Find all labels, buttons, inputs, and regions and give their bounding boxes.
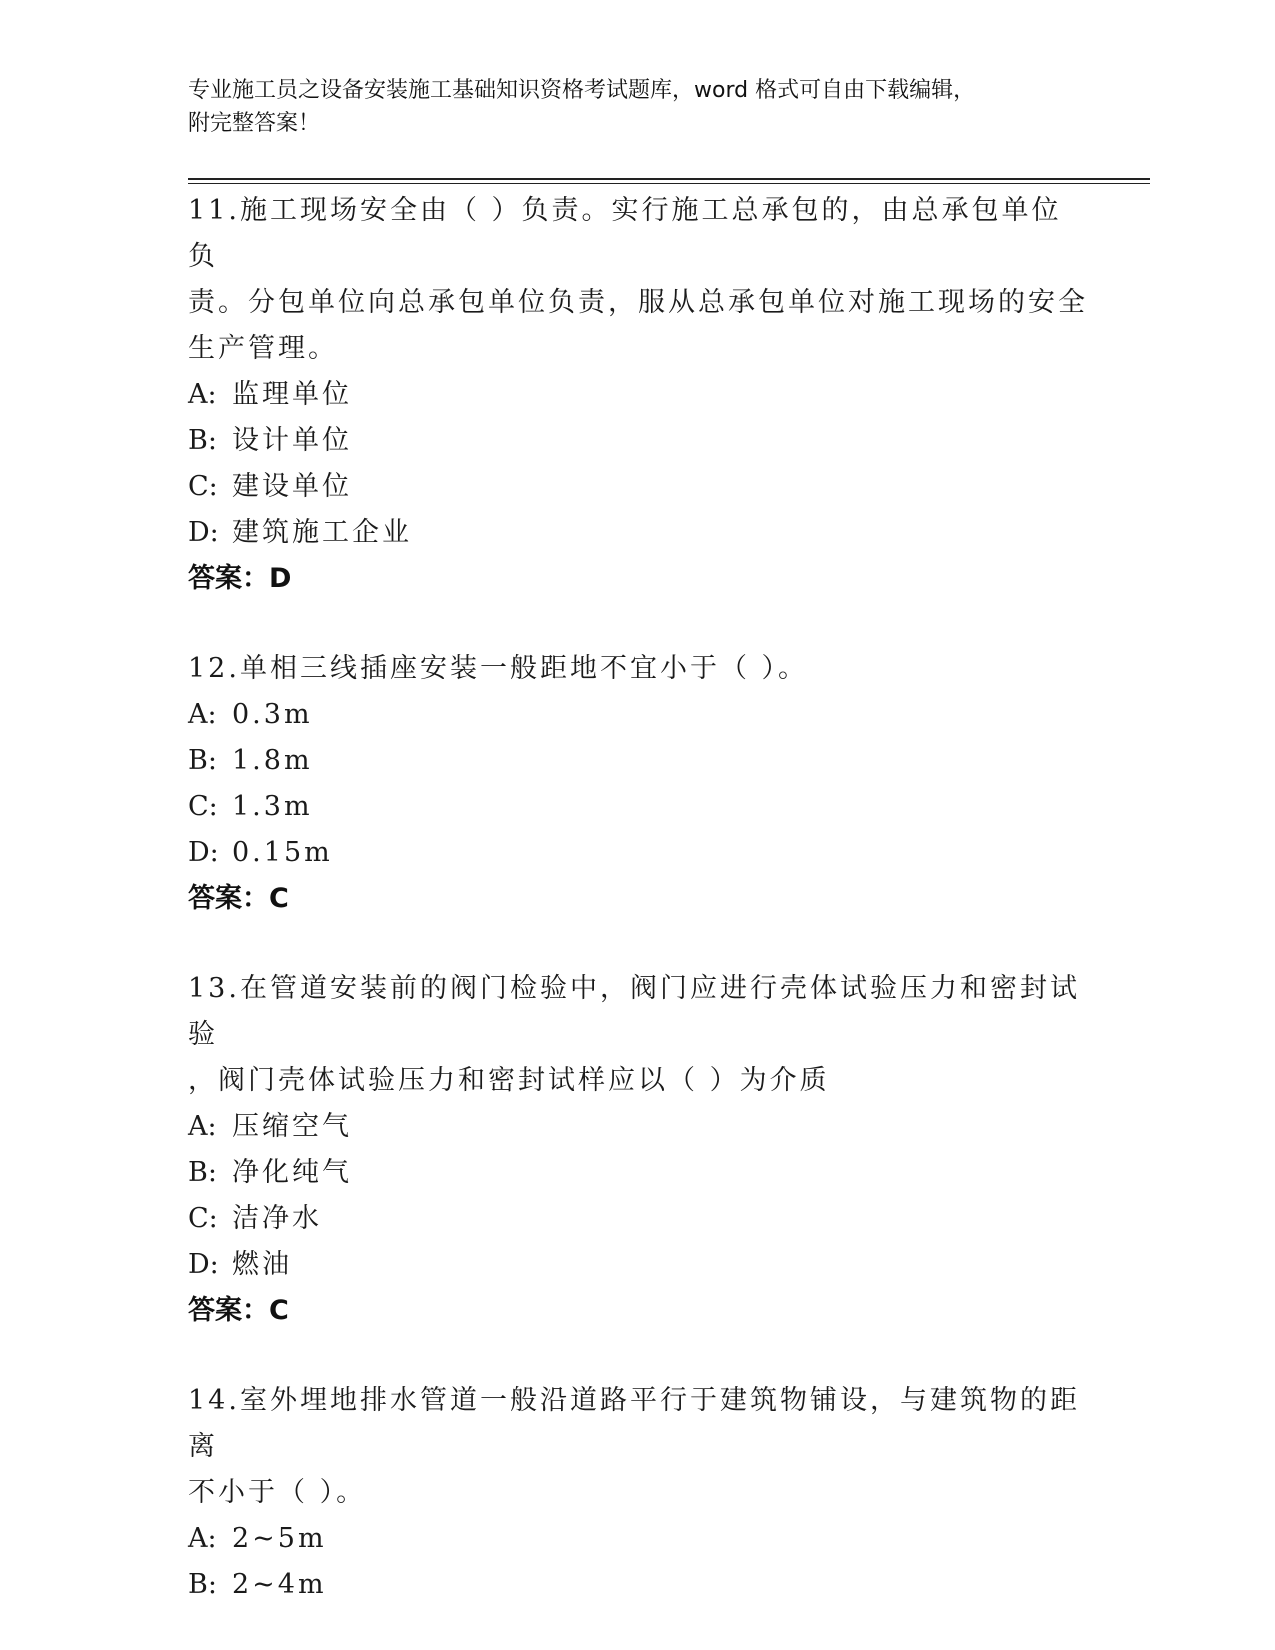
option-text: 监理单位 [232,379,352,410]
document-header [188,74,1068,140]
question-spacer [188,1334,1088,1378]
option-text: 压缩空气 [232,1111,352,1142]
option-text: 洁净水 [232,1203,322,1234]
option-label: A: [188,1523,217,1554]
header-rule-thin [188,183,1150,184]
answer-line: 答案：C [188,1295,289,1326]
option-label: A: [188,699,217,730]
question-stem: 12.单相三线插座安装一般距地不宜小于（ ）。 [188,653,809,684]
option-text: 2~4m [232,1569,327,1600]
question-stem: 11.施工现场安全由（ ）负责。实行施工总承包的，由总承包单位负 [188,195,1062,272]
option-text: 0.15m [232,837,333,868]
option-text: 燃油 [232,1249,292,1280]
option-d [188,830,1088,876]
question-stem: 14.室外埋地排水管道一般沿道路平行于建筑物铺设，与建筑物的距离 [188,1385,1080,1462]
answer-line: 答案：C [188,883,289,914]
option-label: A: [188,379,217,410]
header-line-2: 附完整答案！ [188,111,321,136]
question-14 [188,1378,1088,1608]
option-label: D: [188,837,219,868]
option-c [188,1196,1088,1242]
option-c [188,464,1088,510]
option-b [188,738,1088,784]
header-line-1: 专业施工员之设备安装施工基础知识资格考试题库，word 格式可自由下载编辑， [188,78,976,103]
question-13 [188,966,1088,1334]
option-a [188,692,1088,738]
option-label: B: [188,425,217,456]
option-text: 设计单位 [232,425,352,456]
option-label: B: [188,1569,217,1600]
option-b [188,418,1088,464]
option-b [188,1150,1088,1196]
option-text: 2~5m [232,1523,327,1554]
question-list [188,188,1088,1608]
answer-line: 答案：D [188,563,292,594]
option-text: 1.3m [232,791,313,822]
option-label: B: [188,1157,217,1188]
option-text: 0.3m [232,699,313,730]
question-stem: 责。分包单位向总承包单位负责，服从总承包单位对施工现场的安全 [188,287,1088,318]
option-label: B: [188,745,217,776]
option-a [188,372,1088,418]
option-label: D: [188,517,219,548]
option-a [188,1104,1088,1150]
option-c [188,784,1088,830]
option-d [188,510,1088,556]
option-label: C: [188,1203,218,1234]
question-11 [188,188,1088,602]
header-rule-thick [188,178,1150,180]
option-text: 1.8m [232,745,313,776]
option-label: A: [188,1111,217,1142]
option-a [188,1516,1088,1562]
question-spacer [188,602,1088,646]
question-12 [188,646,1088,922]
option-b [188,1562,1088,1608]
question-stem: 生产管理。 [188,333,338,364]
question-stem: ，阀门壳体试验压力和密封试样应以（ ）为介质 [188,1065,830,1096]
question-spacer [188,922,1088,966]
question-stem: 13.在管道安装前的阀门检验中，阀门应进行壳体试验压力和密封试验 [188,973,1080,1050]
option-d [188,1242,1088,1288]
option-text: 净化纯气 [232,1157,352,1188]
option-label: C: [188,471,218,502]
option-label: C: [188,791,218,822]
option-text: 建设单位 [232,471,352,502]
option-label: D: [188,1249,219,1280]
option-text: 建筑施工企业 [232,517,412,548]
question-stem: 不小于（ ）。 [188,1477,367,1508]
